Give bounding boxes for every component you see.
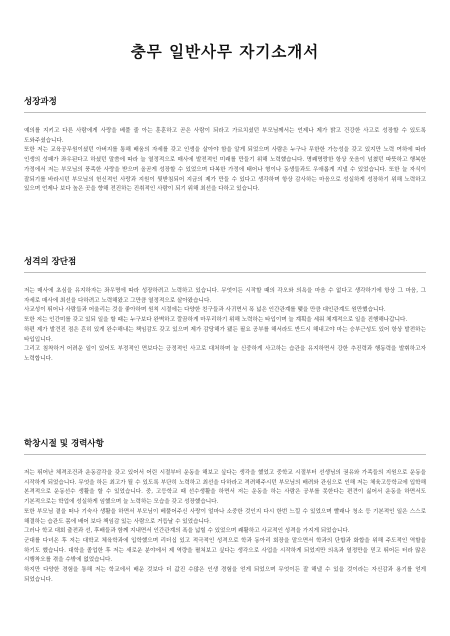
paragraph: 군대를 다녀온 후 저는 대학교 체육학과에 입학했으며 리더십 있고 적극적인 성격으로 학과 동아리 회장을 맡으면서 학과의 단합과 화합을 위해 주도적인 역할을 하기도 했습니다. 대학을 졸업한 후 저는 새로운 분야에서 제 역량을 펼쳐보고 싶다는 생각으로 사업을 시작하게 되었지만 의욕과 열정만을 믿고 뛰어든 터라 많은 시행착오를 겪을 수밖에 없었습니다. bbox=[24, 537, 426, 564]
section-heading: 학창시절 및 경력사항 bbox=[24, 437, 426, 455]
paragraph: 하지만 다양한 경험을 통해 저는 학교에서 배운 것보다 더 값진 수많은 인생 경험을 얻게 되었으며 무엇이든 잘 해낼 수 있을 것이라는 자신감과 용기를 얻게 되었습니다. bbox=[24, 567, 426, 583]
paragraph: 또한 저는 교육공무원이셨던 아버지를 통해 배움의 자세를 갖고 인생을 살아야 함을 알게 되었으며 사람은 누구나 무한한 가능성을 갖고 있지만 노력 여하에 따라 인생의 성패가 좌우된다고 하셨던 말씀에 따라 늘 열정적으로 매사에 발전적인 미래를 만들기 위해 노력했습니다. 명쾌명랑한 항상 웃음이 넘쳤던 따뜻하고 행복한 가정에서 저는 부모님의 풍족한 사랑을 받으며 올곧게 성장할 수 있었으며 다복한 가정에 태어나 형이나 동생들과도 우애롭게 지낼 수 있었습니다. 또한 늘 자식이 잘되기를 바라시던 부모님의 헌신적인 사랑과 지원이 뒷받침되어 지금의 제가 만들 수 있다고 생각하며 항상 감사하는 마음으로 성실하게 성장하기 위해 노력하고 있으며 언제나 보다 높은 곳을 향해 전진하는 진취적인 사람이 되기 위해 최선을 다하고 있습니다. bbox=[24, 147, 426, 193]
paragraph: 또한 부모님 곁을 떠나 기숙사 생활을 하면서 부모님이 베풀어주신 사랑이 얼마나 소중한 것인지 다시 한번 느낄 수 있었으며 빨래나 청소 등 기본적인 일은 스스로 해결하는 습관도 몸에 배어 보다 책임감 있는 사람으로 거듭날 수 있었습니다. bbox=[24, 508, 426, 525]
paragraph: 사교성이 뛰어나 사람들과 어울리는 것을 좋아하며 원칙 시절에는 다양한 친구들과 사귀면서 폭 넓은 인간관계를 맺을 만큼 대인관계도 원만했습니다. bbox=[24, 307, 386, 314]
section-school-career bbox=[24, 437, 426, 585]
section-growth bbox=[24, 95, 426, 195]
document-title: 충무 일반사무 자기소개서 bbox=[130, 43, 320, 61]
paragraph: 저는 뛰어난 체격조건과 운동감각을 갖고 있어서 어린 시절부터 운동을 해보고 싶다는 생각을 했었고 중학교 시절부터 선생님의 권유와 가족들의 지원으로 운동을 시작하게 되었습니다. 무엇을 하든 최고가 될 수 있도록 부단히 노력하고 최선을 다하라고 격려해주시던 부모님의 배려와 관심으로 인해 저는 체육고등학교에 입학해 본격적으로 운동선수 생활을 할 수 있었습니다. 중, 고등학교 때 선수생활을 하면서 저는 운동을 하는 사람은 공부를 못한다는 편견이 싫어서 운동을 하면서도 기본적으로는 학업에 성실하게 임했으며 늘 노력하는 모습을 갖고 성장했습니다. bbox=[24, 470, 426, 506]
paragraph: 예의를 지키고 다른 사람에게 사랑을 베풀 줄 아는 훈훈하고 곧은 사람이 되라고 가르치셨던 부모님께서는 언제나 제가 밝고 건강한 사고로 성장할 수 있도록 도와주셨습니다. bbox=[24, 128, 426, 144]
paragraph: 그러나 학교 대회 출전과 선, 후배들과 함께 지내면서 인간관계의 폭을 넓힐 수 있었으며 쾌활하고 사교적인 성격을 가지게 되었습니다. bbox=[24, 528, 350, 535]
paragraph: 저는 매사에 초심을 유지하자는 좌우명에 따라 성장하려고 노력하고 있습니다. 무엇이든 시작할 때의 각오와 의욕을 마음 수 없다고 생각하기에 항상 그 마음, 그 자세로 매사에 최선을 다하려고 노력해왔고 그만큼 열정적으로 살아왔습니다. bbox=[24, 288, 426, 304]
paragraph: 하편 제가 발견진 점은 흔히 있게 완수해내는 책임감도 갖고 있으며 제가 감당해가 됐든 필요 공부를 해서라도 반드시 해내고야 마는 승부근성도 있어 항상 발전하는 타입입니다. bbox=[24, 326, 426, 343]
paragraph: 그리고 침착하거 어려운 일이 있어도 부정적인 면보다는 긍정적인 사고로 대처하며 늘 신중하게 사고하는 습관을 유지하면서 강한 추진력과 행동력을 발휘하고자 노력합니다. bbox=[24, 346, 426, 362]
section-heading: 성장과정 bbox=[24, 95, 426, 113]
section-heading: 성격의 장단점 bbox=[24, 255, 426, 273]
paragraph: 또한 저는 인간미를 갖고 있되 일을 할 때는 누구보다 완벽하고 깔끔하게 마무리하기 위해 노력하는 타입이며 늘 계획을 세워 체계적으로 일을 진행해나갑니다. bbox=[24, 317, 408, 324]
section-personality bbox=[24, 255, 426, 365]
